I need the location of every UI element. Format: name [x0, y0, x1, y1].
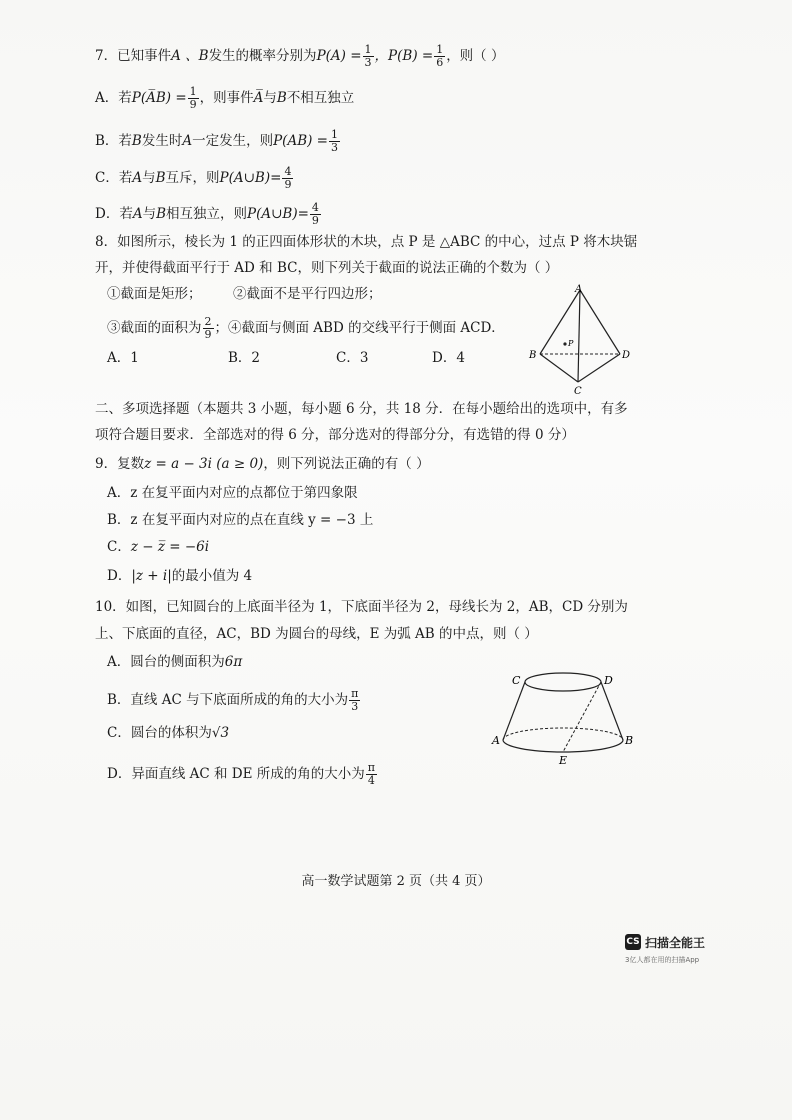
q7-option-b: B．若B发生时A一定发生，则P(AB) = $\frac{1}{3}$ — [95, 128, 338, 154]
q8-option-b: B．2 — [228, 350, 261, 366]
label-b: B — [625, 734, 634, 747]
q8-stem-line1: 8．如图所示，棱长为 1 的正四面体形状的木块，点 P 是 △ABC 的中心，过点 P 将木块锯 — [95, 234, 638, 250]
q7-option-c: C．若A与B互斥，则P(A∪B)= $\frac{4}{9}$ — [95, 165, 292, 191]
edge-ac — [578, 290, 580, 382]
q10-option-c: C．圆台的体积为√3 — [107, 725, 230, 741]
label-a: A — [492, 734, 500, 747]
q9-option-c: C．z − z̅ = −6i — [107, 539, 210, 555]
q8-option-c: C．3 — [336, 350, 369, 366]
camscanner-logo-icon: CS — [625, 934, 641, 950]
q7-stem: 7．已知事件A 、B发生的概率分别为P(A) = $\frac{1}{3}$ ，P(B) = $\frac{1}{6}$ ，则（ ） — [95, 43, 505, 69]
bottom-ellipse-front — [503, 740, 623, 752]
q8-option-d: D．4 — [432, 350, 465, 366]
section2-line1: 二、多项选择题（本题共 3 小题，每小题 6 分，共 18 分．在每小题给出的选项中，有多 — [95, 401, 628, 417]
generatrix-bd — [601, 682, 623, 740]
camscanner-subtitle: 3亿人都在用的扫描App — [625, 956, 700, 964]
top-ellipse — [525, 673, 601, 691]
q8-statement-1: ①截面是矩形； — [107, 286, 202, 302]
frustum-figure — [488, 668, 638, 768]
tetrahedron-figure — [525, 282, 635, 402]
label-a: A — [575, 284, 583, 295]
label-b: B — [529, 350, 537, 361]
q10-option-d: D．异面直线 AC 和 DE 所成的角的大小为 $\frac{\pi}{4}$ — [107, 761, 375, 787]
q10-option-b: B．直线 AC 与下底面所成的角的大小为 $\frac{\pi}{3}$ — [107, 687, 359, 713]
edge-ad — [580, 290, 620, 354]
q8-statement-2: ②截面不是平行四边形； — [233, 286, 382, 302]
q7-option-a: A．若P(A̅B) = $\frac{1}{9}$ ，则事件A̅与B不相互独立 — [95, 85, 355, 111]
segment-de — [563, 682, 601, 752]
q9-stem: 9．复数z = a − 3i (a ≥ 0)，则下列说法正确的有（ ） — [95, 456, 430, 472]
label-c: C — [512, 674, 521, 687]
q7-option-d: D．若A与B相互独立，则P(A∪B)= $\frac{4}{9}$ — [95, 201, 319, 227]
label-d: D — [604, 674, 613, 687]
bottom-ellipse-back — [503, 728, 623, 740]
label-e: E — [559, 754, 568, 767]
camscanner-title: 扫描全能王 — [645, 936, 706, 950]
q9-option-a: A．z 在复平面内对应的点都位于第四象限 — [107, 485, 358, 501]
point-p — [563, 342, 566, 345]
q8-option-a: A．1 — [107, 350, 139, 366]
section2-line2: 项符合题目要求．全部选对的得 6 分，部分选对的得部分分，有选错的得 0 分） — [95, 427, 575, 443]
edge-bc — [540, 354, 578, 382]
q9-option-b: B．z 在复平面内对应的点在直线 y = −3 上 — [107, 512, 374, 528]
label-c: C — [574, 386, 582, 397]
q10-option-a: A．圆台的侧面积为6π — [107, 654, 243, 670]
q8-statement-3-4: ③截面的面积为 $\frac{2}{9}$ ；④截面与侧面 ABD 的交线平行于侧面 ACD． — [107, 315, 505, 341]
page-footer: 高一数学试题第 2 页（共 4 页） — [301, 874, 491, 889]
label-d: D — [622, 350, 631, 361]
label-p: P — [568, 339, 574, 348]
edge-ab — [540, 290, 580, 354]
edge-cd — [578, 354, 620, 382]
q9-option-d: D．|z + i|的最小值为 4 — [107, 568, 253, 584]
q10-stem-line2: 上、下底面的直径，AC，BD 为圆台的母线，E 为弧 AB 的中点，则（ ） — [95, 626, 538, 642]
q8-stem-line2: 开，并使得截面平行于 AD 和 BC，则下列关于截面的说法正确的个数为（ ） — [95, 260, 559, 276]
q10-stem-line1: 10．如图，已知圆台的上底面半径为 1，下底面半径为 2，母线长为 2，AB，CD 分别为 — [95, 599, 628, 615]
